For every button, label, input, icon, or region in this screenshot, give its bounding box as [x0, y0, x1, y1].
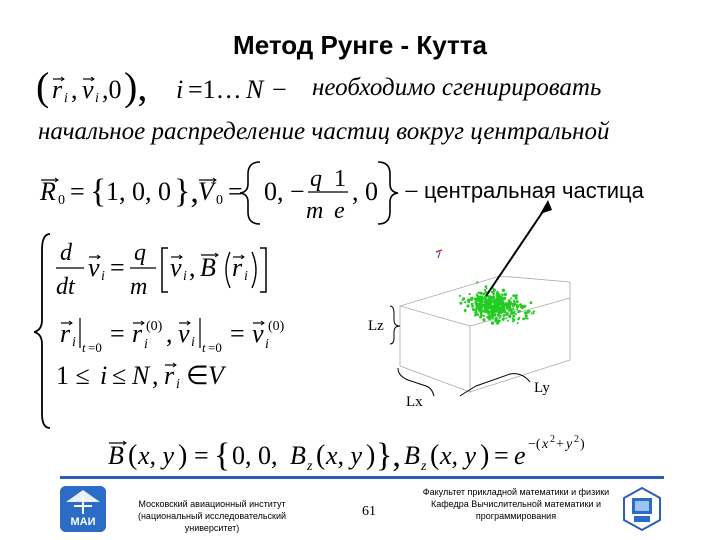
- footer-right-line3: программирования: [475, 511, 557, 521]
- svg-text:B: B: [108, 441, 124, 470]
- svg-text:,: ,: [189, 253, 196, 282]
- footer-left-line1: Московский авиационный институт: [138, 499, 286, 509]
- svg-text:t: t: [82, 340, 86, 355]
- svg-text:=0: =0: [208, 340, 222, 355]
- svg-text:=: =: [110, 253, 125, 282]
- svg-text:B: B: [290, 441, 306, 470]
- mai-logo: [60, 486, 106, 532]
- svg-text:=: =: [228, 177, 243, 206]
- svg-text:V: V: [198, 177, 214, 206]
- svg-text:2: 2: [574, 434, 579, 445]
- svg-text:q: q: [134, 240, 146, 266]
- svg-text:i: i: [244, 269, 248, 284]
- svg-text:=: =: [110, 319, 125, 348]
- svg-text:i: i: [72, 335, 76, 350]
- central-particle-label: центральная частица: [424, 178, 644, 203]
- pointer-arrow: [486, 204, 548, 296]
- footer-divider: [60, 476, 664, 479]
- line2-text: начальное распределение частиц вокруг центральной: [38, 118, 610, 145]
- svg-text:v: v: [88, 253, 100, 282]
- svg-text:V: V: [208, 361, 224, 390]
- svg-text:,: ,: [152, 361, 159, 390]
- svg-text:e: e: [334, 198, 345, 224]
- svg-text:),: ),: [124, 70, 148, 108]
- svg-text:d: d: [60, 240, 72, 266]
- svg-text:≤: ≤: [112, 361, 127, 390]
- svg-text:=: =: [230, 319, 245, 348]
- svg-text:z: z: [307, 459, 313, 474]
- svg-text:i: i: [100, 361, 108, 390]
- svg-text:e: e: [514, 441, 526, 470]
- svg-text:x, y: x, y: [326, 441, 363, 470]
- svg-text:N: N: [246, 75, 264, 104]
- footer-left-line2: (национальный исследовательский университет): [137, 511, 287, 533]
- field-equation: [104, 432, 604, 474]
- svg-text:1: 1: [334, 166, 346, 192]
- footer-right-line2: Кафедра Вычислительной математики и: [430, 499, 602, 509]
- svg-text:i: i: [144, 337, 148, 352]
- svg-text:z: z: [421, 459, 427, 474]
- svg-text:v: v: [252, 319, 264, 348]
- svg-text:i: i: [183, 269, 187, 284]
- svg-text:r: r: [132, 319, 143, 348]
- arrow-head-icon: [540, 200, 552, 214]
- svg-text:=: =: [70, 177, 85, 206]
- label-lz: Lz: [368, 318, 384, 334]
- label-lx: Lx: [406, 394, 423, 410]
- svg-text:t: t: [202, 340, 206, 355]
- svg-text:0: 0: [216, 193, 223, 208]
- svg-text:N: N: [132, 361, 150, 390]
- svg-text:1 ≤: 1 ≤: [56, 361, 90, 390]
- svg-text:i: i: [95, 91, 99, 106]
- svg-text:2: 2: [550, 434, 555, 445]
- mai-logo-text: МАИ: [70, 516, 96, 528]
- svg-text:dt: dt: [56, 274, 75, 300]
- svg-text:): ): [480, 440, 490, 471]
- svg-text:, 0: , 0: [352, 177, 378, 206]
- svg-text:i: i: [176, 75, 184, 104]
- label-ly: Ly: [534, 380, 550, 396]
- svg-text:i: i: [64, 91, 68, 106]
- svg-text:B: B: [200, 253, 216, 282]
- slide-title: Метод Рунге - Кутта: [233, 30, 487, 60]
- svg-text:x: x: [542, 437, 549, 452]
- svg-text:,0: ,0: [102, 75, 122, 104]
- svg-text:x, y: x, y: [138, 441, 175, 470]
- svg-text:0: 0: [58, 193, 65, 208]
- faculty-logo: [622, 486, 662, 532]
- svg-text:v: v: [82, 75, 94, 104]
- svg-text:): ): [178, 440, 188, 471]
- svg-text:=1…: =1…: [188, 75, 242, 104]
- svg-text:0, 0,: 0, 0,: [232, 441, 278, 470]
- svg-text:(: (: [36, 70, 50, 108]
- svg-text:(0): (0): [268, 319, 285, 334]
- svg-text:i: i: [191, 335, 195, 350]
- svg-text:{: {: [90, 173, 107, 210]
- svg-text:{: {: [214, 437, 231, 474]
- svg-text:v: v: [170, 253, 182, 282]
- svg-text:r: r: [232, 253, 243, 282]
- footer-left-text: [112, 498, 312, 534]
- svg-text:−: −: [404, 177, 418, 206]
- svg-text:},: },: [174, 173, 199, 210]
- svg-text:+: +: [556, 437, 564, 452]
- svg-text:v: v: [178, 319, 190, 348]
- field-math-svg: [104, 432, 604, 474]
- svg-text:∈: ∈: [186, 361, 209, 390]
- svg-text:m: m: [306, 198, 324, 224]
- svg-text:=0: =0: [88, 340, 102, 355]
- svg-text:(0): (0): [146, 319, 163, 334]
- line1-text: необходимо сгенирировать: [312, 74, 602, 101]
- page-number: 61: [362, 504, 376, 519]
- footer-right-text: [410, 486, 622, 522]
- svg-text:=: =: [194, 441, 209, 470]
- svg-text:y: y: [566, 437, 573, 452]
- svg-text:r: r: [52, 75, 63, 104]
- svg-text:1, 0, 0: 1, 0, 0: [106, 177, 171, 206]
- svg-text:−(: −(: [528, 437, 541, 452]
- svg-text:): ): [580, 437, 585, 452]
- svg-text:,: ,: [166, 319, 173, 348]
- svg-text:i: i: [101, 269, 105, 284]
- svg-text:i: i: [265, 337, 269, 352]
- svg-text:=: =: [494, 441, 509, 470]
- svg-text:(: (: [128, 440, 138, 471]
- svg-text:i: i: [176, 377, 180, 392]
- svg-text:m: m: [130, 274, 148, 300]
- svg-text:0, −: 0, −: [264, 177, 305, 206]
- svg-text:−: −: [272, 75, 287, 104]
- svg-text:x, y: x, y: [440, 441, 477, 470]
- svg-text:B: B: [404, 441, 420, 470]
- footer-right-line1: Факультет прикладной математики и физики: [422, 487, 610, 497]
- svg-text:R: R: [40, 177, 56, 206]
- faculty-logo-icon: [622, 486, 662, 532]
- svg-text:): ): [366, 440, 376, 471]
- svg-text:r: r: [164, 361, 175, 390]
- svg-text:(: (: [316, 440, 326, 471]
- svg-text:r: r: [60, 319, 71, 348]
- svg-text:},: },: [376, 437, 401, 474]
- svg-text:,: ,: [71, 75, 78, 104]
- svg-text:q: q: [310, 166, 322, 192]
- svg-text:(: (: [430, 440, 440, 471]
